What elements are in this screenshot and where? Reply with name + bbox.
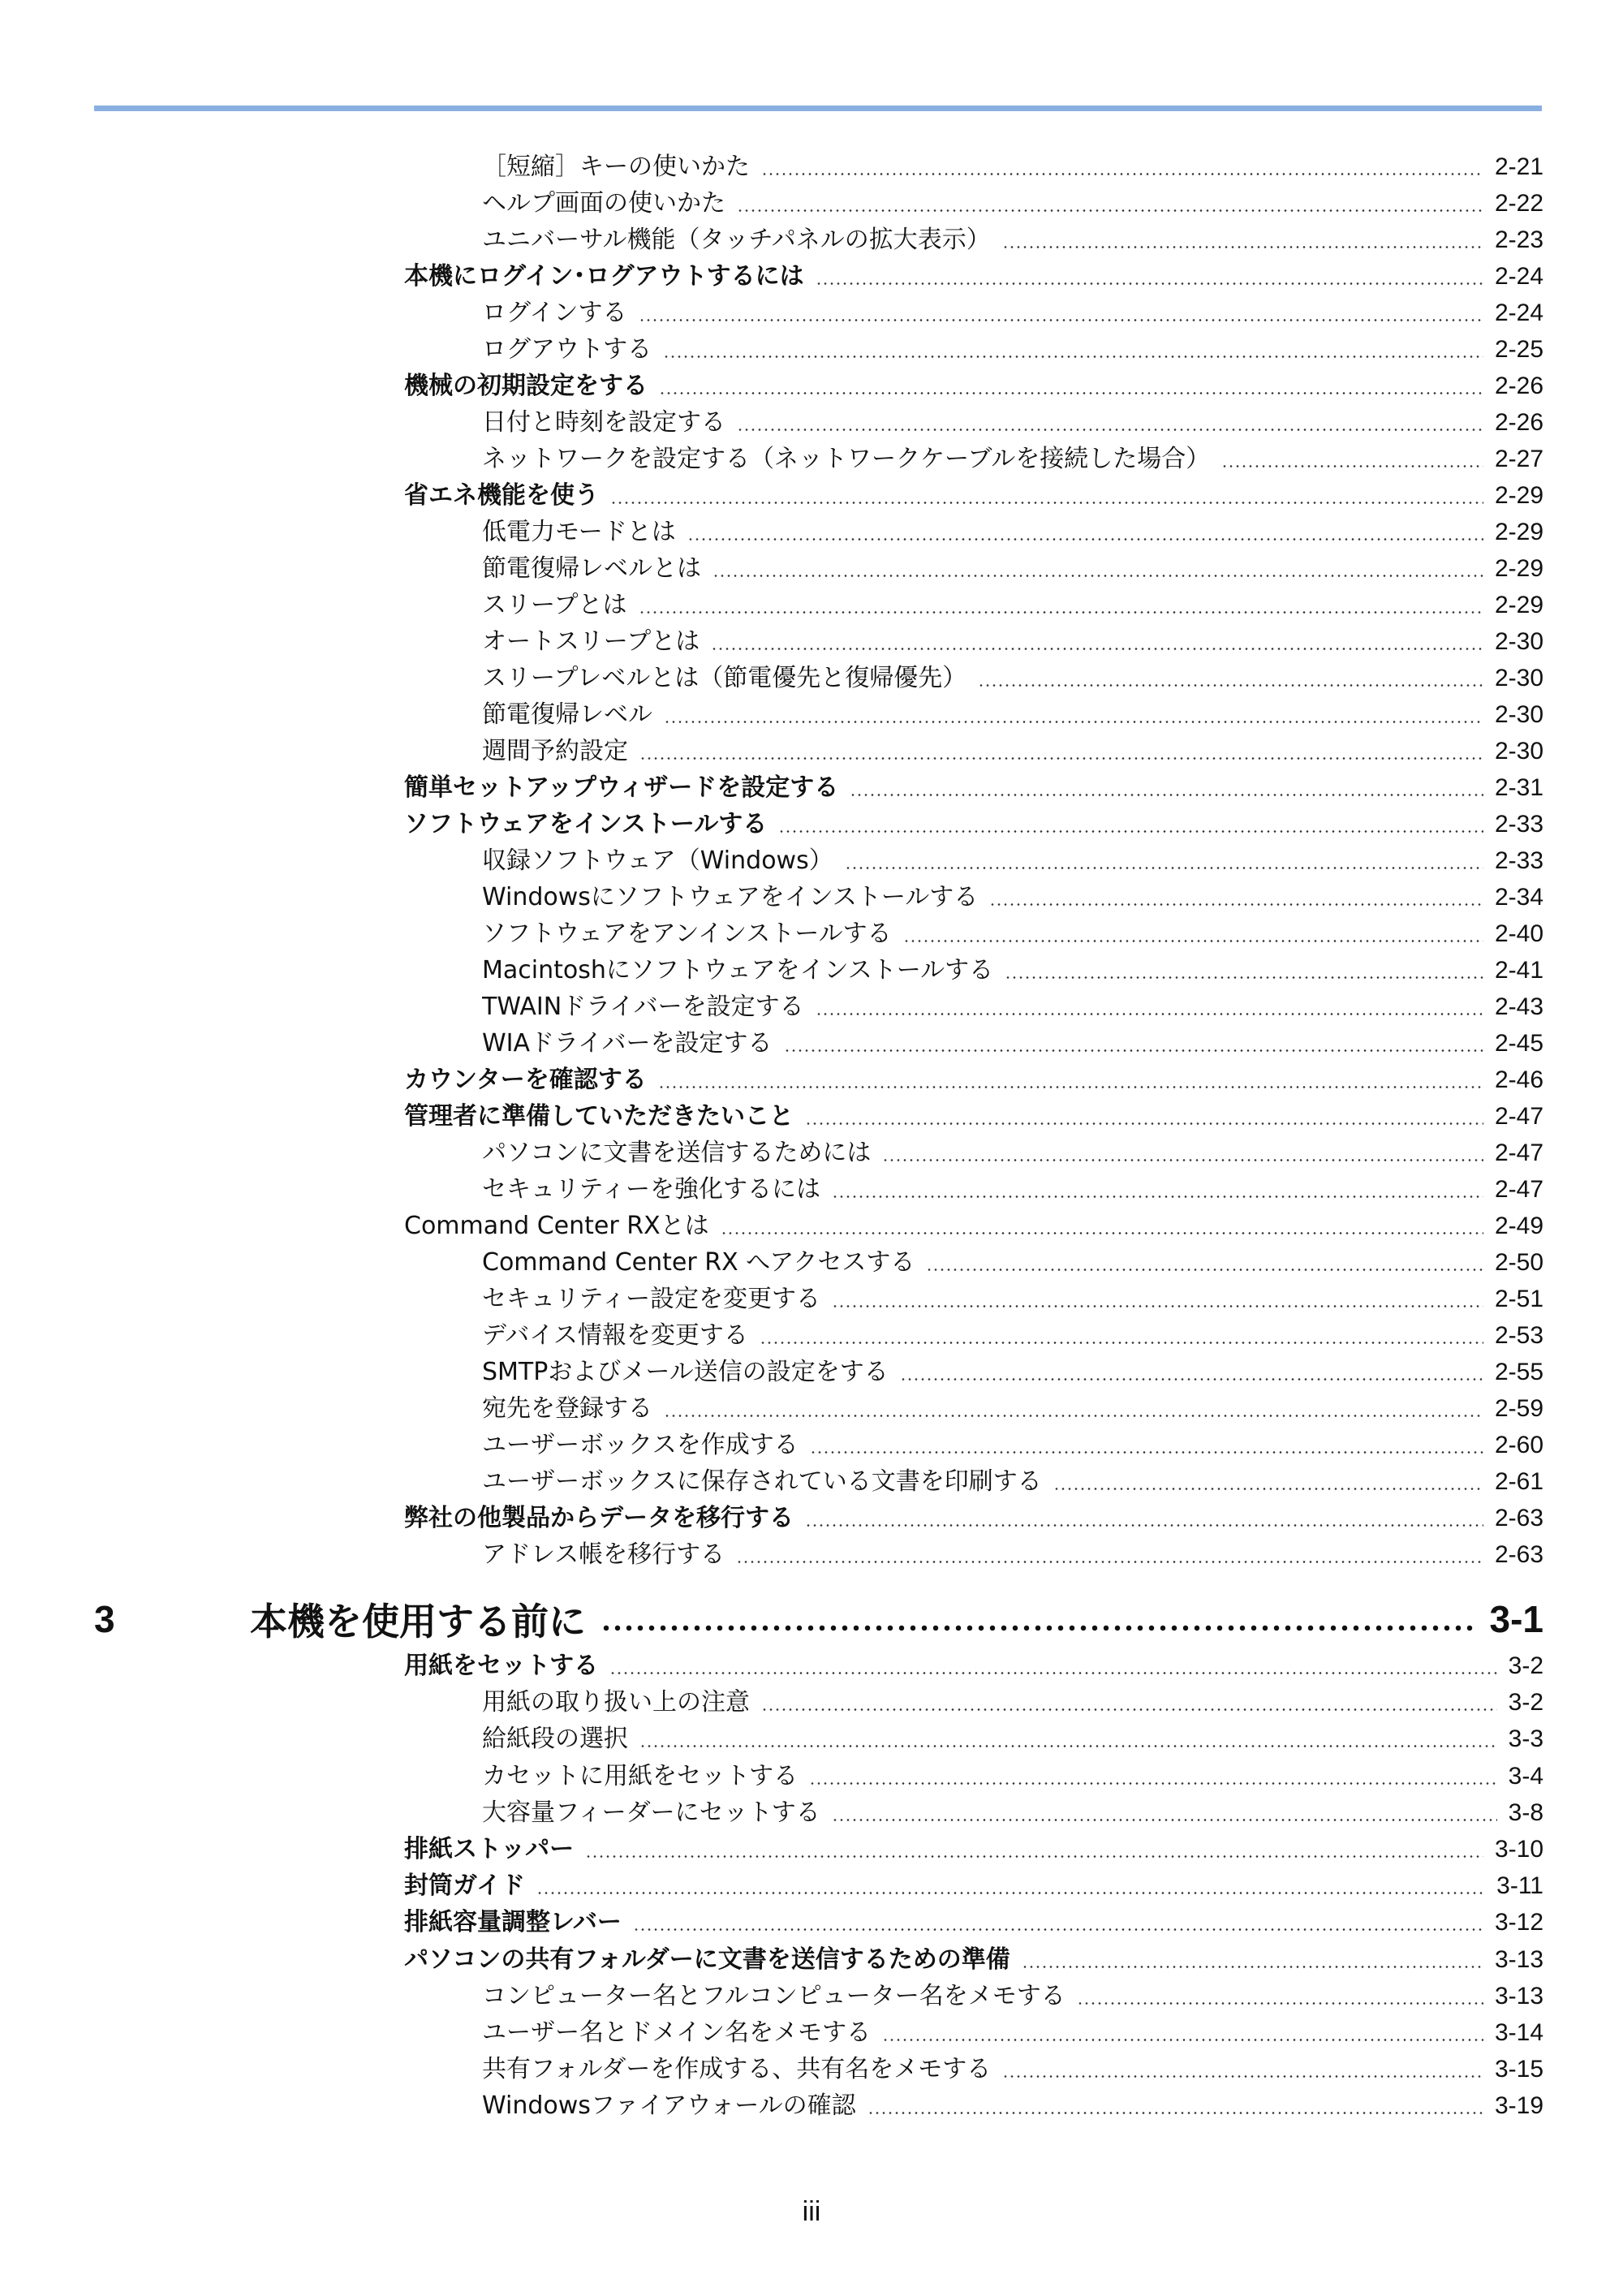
toc-entry-page: 2-30 (1494, 701, 1543, 728)
toc-entry-page: 2-47 (1494, 1176, 1543, 1203)
toc-entry-page: 2-26 (1494, 373, 1543, 399)
toc-entry-label: 簡単セットアップウィザードを設定する (404, 773, 839, 802)
toc-entry-label: Command Center RX へアクセスする (482, 1248, 915, 1277)
toc-entry-page: 3-12 (1494, 1909, 1543, 1936)
dot-leader (1221, 441, 1483, 477)
toc-entry-page: 2-43 (1494, 993, 1543, 1020)
toc-entry-page: 2-60 (1494, 1432, 1543, 1458)
toc-entry-page: 2-33 (1494, 847, 1543, 874)
dot-leader (721, 1208, 1483, 1244)
toc-entry-label: 管理者に準備していただきたいこと (404, 1102, 794, 1131)
toc-subentry[interactable] (482, 2087, 1543, 2124)
toc-entry-page: 2-45 (1494, 1030, 1543, 1057)
toc-subentry[interactable] (482, 1463, 1543, 1500)
toc-entry-page: 2-50 (1494, 1249, 1543, 1276)
toc-heading-entry[interactable] (404, 368, 1543, 404)
toc-entry-page: 2-30 (1494, 665, 1543, 691)
toc-entry-page: 2-22 (1494, 190, 1543, 217)
dot-leader (882, 1135, 1483, 1171)
toc-subentry[interactable] (482, 1354, 1543, 1390)
dot-leader (639, 733, 1483, 769)
dot-leader (1005, 952, 1483, 989)
dot-leader (737, 185, 1483, 222)
toc-entry-page: 3-15 (1494, 2056, 1543, 2083)
dot-leader (850, 769, 1483, 806)
toc-entry-page: 2-31 (1494, 774, 1543, 801)
toc-entry-label: 日付と時刻を設定する (482, 408, 725, 437)
toc-entry-page: 2-47 (1494, 1139, 1543, 1166)
toc-heading-entry[interactable] (404, 769, 1543, 806)
toc-entry-label: ユーザーボックスを作成する (482, 1431, 799, 1459)
toc-entry-page: 2-29 (1494, 482, 1543, 509)
toc-entry-label: Command Center RXとは (404, 1212, 709, 1240)
dot-leader (832, 1171, 1483, 1208)
toc-entry-page: 2-26 (1494, 409, 1543, 436)
toc-entry-label: カウンターを確認する (404, 1066, 647, 1094)
toc-entry-page: 2-61 (1494, 1468, 1543, 1495)
toc-entry-page: 3-13 (1494, 1945, 1543, 1973)
toc-entry-label: 大容量フィーダーにセットする (482, 1798, 820, 1827)
dot-leader (536, 1867, 1485, 1904)
toc-subentry[interactable] (482, 842, 1543, 879)
toc-entry-label: 給紙段の選択 (482, 1725, 628, 1754)
toc-entry-label: アドレス帳を移行する (482, 1540, 725, 1569)
toc-entry-page: 2-55 (1494, 1359, 1543, 1385)
toc-subentry[interactable] (482, 989, 1543, 1025)
toc-entry-page: 3-13 (1494, 1982, 1543, 2010)
chapter-heading[interactable] (94, 1591, 1543, 1648)
toc-entry-page: 2-51 (1494, 1286, 1543, 1312)
toc-entry-label: Windowsにソフトウェアをインストールする (482, 883, 979, 911)
toc-subentry[interactable] (482, 404, 1543, 441)
toc-entry-page: 2-33 (1494, 811, 1543, 838)
dot-leader (664, 1390, 1483, 1427)
toc-entry-label: 排紙容量調整レバー (404, 1908, 622, 1937)
toc-entry-page: 3-2 (1508, 1652, 1543, 1679)
toc-heading-entry[interactable] (404, 1062, 1543, 1098)
toc-entry-label: 宛先を登録する (482, 1394, 652, 1423)
dot-leader (1002, 222, 1483, 258)
toc-entry-label: 弊社の他製品からデータを移行する (404, 1504, 794, 1532)
toc-entry-label: 排紙ストッパー (404, 1835, 575, 1863)
chapter-number: 3 (94, 1598, 115, 1640)
toc-entry-page: 2-24 (1494, 299, 1543, 326)
toc-entry-label: スリープレベルとは（節電優先と復帰優先） (482, 664, 967, 692)
toc-entry-page: 2-27 (1494, 446, 1543, 472)
toc-heading-entry[interactable] (404, 1831, 1543, 1867)
toc-entry-page: 2-63 (1494, 1505, 1543, 1531)
toc-entry-page: 2-53 (1494, 1322, 1543, 1349)
toc-entry-page: 2-59 (1494, 1395, 1543, 1422)
toc-entry-label: ネットワークを設定する（ネットワークケーブルを接続した場合） (482, 445, 1211, 473)
toc-subentry[interactable] (482, 185, 1543, 222)
toc-entry-page: 2-24 (1494, 263, 1543, 290)
toc-entry-page: 2-23 (1494, 226, 1543, 253)
toc-subentry[interactable] (482, 1390, 1543, 1427)
toc-entry-page: 3-4 (1508, 1762, 1543, 1790)
toc-subentry[interactable] (482, 587, 1543, 623)
dot-leader (805, 1500, 1483, 1536)
toc-subentry[interactable] (482, 1025, 1543, 1062)
dot-leader (663, 331, 1483, 368)
toc-subentry[interactable] (482, 952, 1543, 989)
toc-entry-label: 省エネ機能を使う (404, 481, 599, 510)
toc-subentry[interactable] (482, 1794, 1543, 1831)
dot-leader (1053, 1463, 1483, 1500)
toc-entry-label: セキュリティーを強化するには (482, 1175, 820, 1204)
toc-entry-label: ログアウトする (482, 335, 652, 364)
toc-entry-label: 週間予約設定 (482, 737, 628, 765)
dot-leader (805, 1098, 1483, 1135)
toc-subentry[interactable] (482, 2051, 1543, 2087)
toc-entry-page: 2-47 (1494, 1103, 1543, 1130)
toc-heading-entry[interactable] (404, 477, 1543, 514)
toc-subentry[interactable] (482, 550, 1543, 587)
toc-entry-label: デバイス情報を変更する (482, 1321, 748, 1350)
dot-leader (658, 1062, 1483, 1098)
toc-entry-label: ユニバーサル機能（タッチパネルの拡大表示） (482, 226, 991, 254)
toc-entry-page: 3-8 (1508, 1798, 1543, 1826)
dot-leader (736, 1536, 1483, 1573)
toc-heading-entry[interactable] (404, 806, 1543, 842)
toc-subentry[interactable] (482, 660, 1543, 696)
toc-entry-page: 2-29 (1494, 592, 1543, 618)
toc-entry-page: 2-49 (1494, 1213, 1543, 1239)
dot-leader (633, 1904, 1483, 1941)
toc-entry-page: 3-19 (1494, 2092, 1543, 2120)
toc-entry-label: Macintoshにソフトウェアをインストールする (482, 956, 994, 984)
dot-leader (687, 514, 1483, 550)
dot-leader (926, 1244, 1483, 1281)
toc-entry-label: 用紙をセットする (404, 1652, 599, 1680)
toc-subentry[interactable] (482, 1317, 1543, 1354)
dot-leader (711, 623, 1483, 660)
toc-entry-label: セキュリティー設定を変更する (482, 1285, 820, 1313)
dot-leader (712, 550, 1483, 587)
toc-heading-entry[interactable] (404, 1867, 1543, 1904)
dot-leader (761, 1684, 1497, 1721)
toc-entry-label: パソコンに文書を送信するためには (482, 1139, 872, 1167)
dot-leader (778, 806, 1483, 842)
toc-entry-label: TWAINドライバーを設定する (482, 993, 804, 1021)
toc-subentry[interactable] (482, 1978, 1543, 2014)
toc-subentry[interactable] (482, 915, 1543, 952)
toc-entry-label: スリープとは (482, 591, 627, 619)
toc-entry-label: ユーザーボックスに保存されている文書を印刷する (482, 1467, 1042, 1496)
toc-entry-label: コンピューター名とフルコンピューター名をメモする (482, 1981, 1065, 2010)
dot-leader (659, 368, 1483, 404)
toc-entry-label: 節電復帰レベルとは (482, 554, 701, 583)
dot-leader (809, 1758, 1497, 1794)
toc-entry-page: 2-21 (1494, 153, 1543, 180)
dot-leader (601, 1591, 1475, 1648)
dot-leader (1002, 2051, 1483, 2087)
dot-leader (639, 587, 1483, 623)
dot-leader (810, 1427, 1483, 1463)
dot-leader (664, 696, 1483, 733)
dot-leader (760, 1317, 1483, 1354)
dot-leader (1022, 1941, 1483, 1978)
toc-entry-label: 用紙の取り扱い上の注意 (482, 1688, 750, 1717)
toc-entry-page: 2-30 (1494, 628, 1543, 655)
toc-entry-label: ソフトウェアをインストールする (404, 810, 768, 838)
toc-entry-label: 封筒ガイド (404, 1872, 526, 1901)
toc-subentry[interactable] (482, 2014, 1543, 2051)
dot-leader (609, 1648, 1497, 1684)
toc-subentry[interactable] (482, 441, 1543, 477)
toc-heading-entry[interactable] (404, 1904, 1543, 1941)
dot-leader (867, 2087, 1483, 2124)
toc-heading-entry[interactable] (404, 1098, 1543, 1135)
dot-leader (610, 477, 1483, 514)
dot-leader (639, 1721, 1497, 1757)
dot-leader (903, 915, 1483, 952)
toc-entry-label: 低電力モードとは (482, 518, 676, 546)
toc-subentry[interactable] (482, 1684, 1543, 1721)
toc-entry-label: ヘルプ画面の使いかた (482, 189, 725, 218)
dot-leader (816, 258, 1483, 295)
toc-entry-page: 3-14 (1494, 2019, 1543, 2046)
toc-subentry[interactable] (482, 514, 1543, 550)
toc-entry-page: 2-34 (1494, 884, 1543, 911)
toc-subentry[interactable] (482, 295, 1543, 331)
toc-entry-page: 2-30 (1494, 738, 1543, 765)
chapter-page-ref: 3-1 (1489, 1598, 1543, 1640)
toc-entry-page: 2-29 (1494, 519, 1543, 545)
toc-entry-page: 2-29 (1494, 555, 1543, 582)
toc-subentry[interactable] (482, 733, 1543, 769)
toc-entry-label: 収録ソフトウェア（Windows） (482, 846, 833, 875)
toc-entry-label: ［短縮］キーの使いかた (482, 153, 750, 181)
toc-subentry[interactable] (482, 1536, 1543, 1573)
toc-subentry[interactable] (482, 1721, 1543, 1757)
toc-subentry[interactable] (482, 1244, 1543, 1281)
dot-leader (845, 842, 1483, 879)
dot-leader (900, 1354, 1483, 1390)
toc-entry-label: SMTPおよびメール送信の設定をする (482, 1358, 889, 1386)
toc-heading-entry[interactable] (404, 258, 1543, 295)
toc-subentry[interactable] (482, 1135, 1543, 1171)
toc-subentry[interactable] (482, 1281, 1543, 1317)
toc-entry-label: ログインする (482, 299, 627, 327)
toc-entry-page: 2-63 (1494, 1541, 1543, 1568)
toc-heading-entry[interactable] (404, 1648, 1543, 1684)
toc-subentry[interactable] (482, 696, 1543, 733)
toc-entry-label: ユーザー名とドメイン名をメモする (482, 2018, 872, 2047)
toc-entry-label: Windowsファイアウォールの確認 (482, 2091, 856, 2121)
toc-entry-page: 3-10 (1494, 1836, 1543, 1863)
toc-entry-page: 2-40 (1494, 920, 1543, 947)
dot-leader (989, 879, 1483, 915)
toc-heading-entry[interactable] (404, 1208, 1543, 1244)
toc-heading-entry[interactable] (404, 1500, 1543, 1536)
dot-leader (784, 1025, 1483, 1062)
toc-entry-page: 2-41 (1494, 957, 1543, 984)
dot-leader (816, 989, 1483, 1025)
toc-entry-label: 共有フォルダーを作成する、共有名をメモする (482, 2055, 992, 2084)
toc-entry-label: 機械の初期設定をする (404, 372, 648, 400)
page-number: iii (802, 2196, 821, 2227)
toc-heading-entry[interactable] (404, 1941, 1543, 1978)
toc-entry-label: カセットに用紙をセットする (482, 1761, 799, 1790)
toc-subentry[interactable] (482, 222, 1543, 258)
toc-entry-label: WIAドライバーを設定する (482, 1029, 773, 1058)
chapter-title: 本機を使用する前に (250, 1600, 586, 1643)
toc-entry-label: ソフトウェアをアンインストールする (482, 920, 892, 948)
toc-entry-page: 3-2 (1508, 1689, 1543, 1717)
toc-entry-label: オートスリープとは (482, 627, 700, 656)
dot-leader (639, 295, 1483, 331)
dot-leader (832, 1794, 1497, 1831)
dot-leader (832, 1281, 1483, 1317)
dot-leader (882, 2014, 1483, 2051)
toc-subentry[interactable] (482, 879, 1543, 915)
toc-subentry[interactable] (482, 1758, 1543, 1794)
toc-entry-page: 2-46 (1494, 1066, 1543, 1093)
toc-subentry[interactable] (482, 623, 1543, 660)
toc-subentry[interactable] (482, 331, 1543, 368)
dot-leader (761, 149, 1483, 185)
toc-entry-page: 3-3 (1508, 1725, 1543, 1753)
toc-subentry[interactable] (482, 1171, 1543, 1208)
toc-entry-label: パソコンの共有フォルダーに文書を送信するための準備 (404, 1945, 1010, 1974)
toc-entry-page: 3-11 (1496, 1872, 1543, 1900)
dot-leader (737, 404, 1483, 441)
toc-subentry[interactable] (482, 1427, 1543, 1463)
dot-leader (1077, 1978, 1483, 2014)
dot-leader (978, 660, 1483, 696)
dot-leader (585, 1831, 1483, 1867)
toc-entry-label: 節電復帰レベル (482, 700, 652, 729)
top-rule (94, 106, 1542, 111)
toc-subentry[interactable] (482, 149, 1543, 185)
toc-entry-page: 2-25 (1494, 336, 1543, 363)
toc-entry-label: 本機にログイン･ログアウトするには (404, 262, 804, 291)
